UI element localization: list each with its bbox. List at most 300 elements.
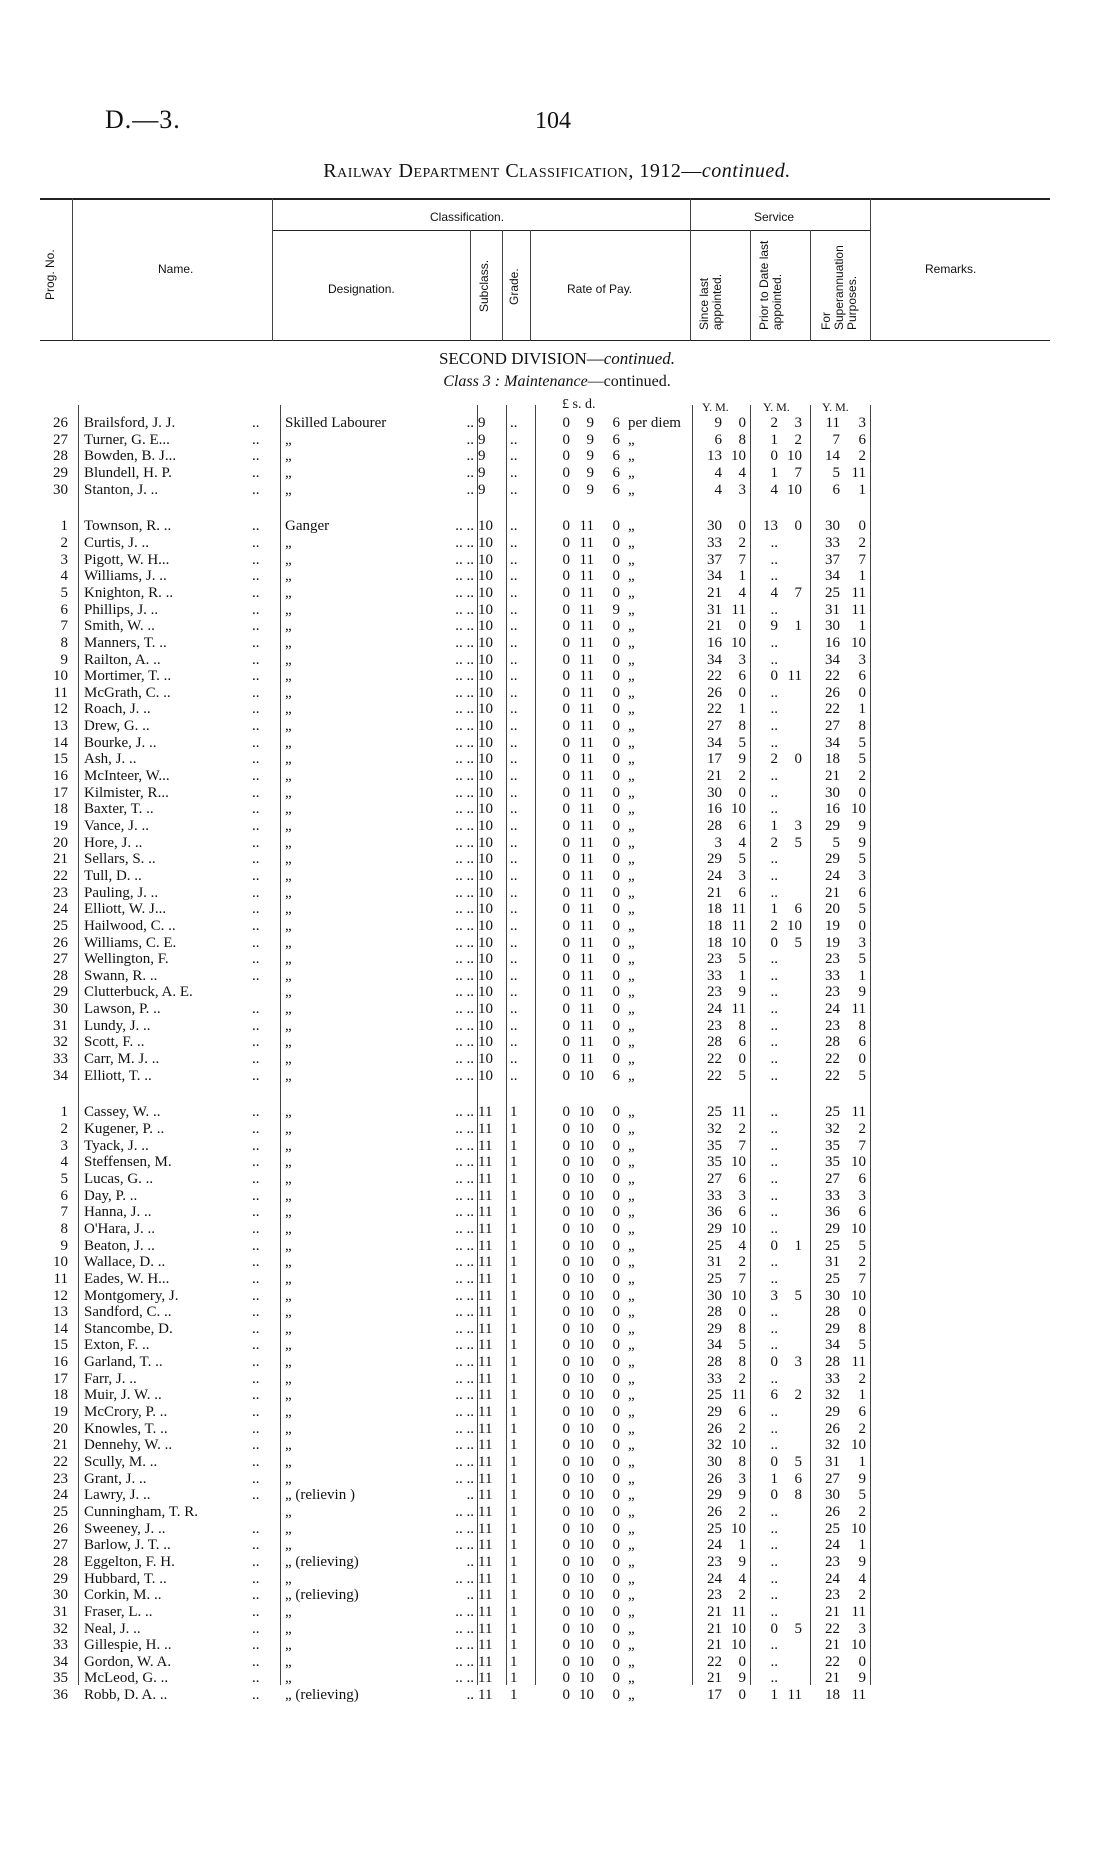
leader-dots: .. [252,1254,260,1271]
since-years-cell: 36 [707,1204,722,1221]
title-year: 1912— [639,160,702,182]
name-cell: Knighton, R. .. [84,584,174,601]
since-months-cell: 2 [738,534,746,551]
grade-cell: 1 [510,1354,518,1371]
designation-cell: „ [285,901,292,918]
name-cell: McLeod, G. .. [84,1670,169,1687]
super-years-cell: 32 [825,1121,840,1137]
pounds-cell: 0 [562,1620,570,1637]
prior-to-date-label: Prior to Date last appointed. [757,240,784,330]
per-cell: „ [628,718,635,734]
since-years-cell: 13 [707,448,722,465]
table-row [0,1687,1114,1704]
subclass-cell: 10 [478,534,493,551]
leader-dots: .. .. [455,568,474,585]
leader-dots: .. [252,584,260,601]
table-row [0,1034,1114,1051]
super-months-cell: 0 [858,1653,866,1670]
since-years-cell: 21 [707,884,722,901]
super-months-cell: 11 [851,1104,866,1121]
leader-dots: .. .. [455,584,474,601]
designation-cell: „ [285,934,292,951]
per-cell: „ [628,568,635,585]
table-row [0,1001,1114,1018]
subclass-cell: 10 [478,834,493,851]
designation-cell: „ [285,448,292,465]
shillings-cell: 10 [579,1553,594,1570]
prog-no-cell: 18 [53,1387,68,1404]
col-head-grade: Grade. [507,268,521,305]
subclass-cell: 11 [478,1137,493,1154]
since-years-cell: 21 [707,1637,722,1654]
col-head-rate: Rate of Pay. [567,282,633,296]
since-years-cell: 31 [707,1254,722,1271]
pounds-cell: 0 [562,1237,570,1254]
leader-dots: .. [252,1603,260,1620]
grade-cell: 1 [510,1454,518,1470]
pence-cell: 0 [612,1034,620,1051]
designation-cell: „ [285,551,292,568]
since-months-cell: 0 [738,1653,746,1670]
prog-no-cell: 7 [60,1204,68,1221]
grade-cell: .. [510,534,518,551]
per-cell: „ [628,967,635,984]
leader-dots: .. .. [455,851,474,868]
pence-cell: 0 [612,1670,620,1687]
title-continued: continued. [701,160,791,182]
grade-cell: .. [510,801,518,818]
super-years-cell: 30 [825,784,840,801]
shillings-cell: 10 [579,1121,594,1137]
subclass-cell: 10 [478,618,493,635]
name-cell: Williams, C. E. [84,934,177,951]
since-months-cell: 2 [738,1587,746,1604]
since-years-cell: 33 [707,967,722,984]
pence-cell: 0 [612,1620,620,1637]
since-years-cell: 4 [714,464,722,481]
super-years-cell: 27 [825,1170,840,1187]
per-cell: „ [628,1354,635,1371]
pounds-cell: 0 [562,1470,570,1487]
prior-years-cell: .. [770,967,778,984]
grade-cell: .. [510,834,518,851]
leader-dots: .. [252,668,260,685]
per-cell: „ [628,481,635,498]
subclass-cell: 10 [478,801,493,818]
class-continued: —continued. [587,373,671,390]
super-months-cell: 9 [858,834,866,851]
grade-cell: .. [510,967,518,984]
pence-cell: 0 [612,1553,620,1570]
super-months-cell: 5 [858,1237,866,1254]
table-row [0,1587,1114,1604]
table-row [0,1138,1114,1155]
subclass-cell: 11 [478,1304,493,1321]
pounds-cell: 0 [562,1520,570,1537]
leader-dots: .. [252,784,260,801]
subclass-cell: 9 [478,464,486,481]
table-row [0,552,1114,569]
prior-years-cell: 0 [770,1487,778,1504]
subclass-cell: 11 [478,1170,493,1187]
prior-years-cell: .. [770,601,778,618]
name-cell: Stancombe, D. [84,1320,173,1337]
pounds-cell: 0 [562,701,570,718]
super-months-cell: 5 [858,851,866,868]
designation-cell: „ [285,834,292,851]
subclass-cell: 11 [478,1553,493,1570]
since-months-cell: 11 [731,1104,746,1121]
super-years-cell: 31 [825,601,840,618]
subclass-cell: 10 [478,851,493,868]
leader-dots: .. .. [455,668,474,685]
per-cell: „ [628,784,635,801]
prior-years-cell: 4 [770,584,778,601]
pounds-cell: 0 [562,1137,570,1154]
prior-years-cell: 3 [770,1287,778,1304]
subclass-cell: 11 [478,1470,493,1487]
leader-dots: .. .. [455,1637,474,1654]
super-years-cell: 21 [825,1603,840,1620]
shillings-cell: 10 [579,1387,594,1404]
header-vline [530,230,531,341]
leader-dots: .. [252,734,260,751]
per-cell: „ [628,751,635,768]
table-row [0,1554,1114,1571]
subclass-cell: 10 [478,668,493,685]
super-months-cell: 11 [851,601,866,618]
grade-cell: 1 [510,1537,518,1554]
per-cell: „ [628,1437,635,1454]
prior-years-cell: 0 [770,1237,778,1254]
prog-no-cell: 11 [53,684,68,701]
prior-years-cell: 1 [770,901,778,918]
prog-no-cell: 30 [53,481,68,498]
prior-years-cell: 2 [770,751,778,768]
since-months-cell: 10 [731,1637,746,1654]
prog-no-cell: 3 [60,1137,68,1154]
table-row [0,1537,1114,1554]
super-months-cell: 8 [858,718,866,734]
name-cell: Cunningham, T. R. [84,1503,199,1520]
pounds-cell: 0 [562,1034,570,1051]
shillings-cell: 10 [579,1437,594,1454]
since-years-cell: 21 [707,618,722,635]
prog-no-cell: 21 [53,851,68,868]
shillings-cell: 11 [579,1051,594,1067]
super-years-cell: 19 [825,917,840,934]
per-cell: „ [628,1017,635,1034]
leader-dots: .. [252,1487,260,1504]
leader-dots: .. [252,464,260,481]
pence-cell: 9 [612,601,620,618]
leader-dots: .. .. [455,1420,474,1437]
super-years-cell: 33 [825,1187,840,1204]
name-cell: Lucas, G. .. [84,1170,154,1187]
grade-cell: 1 [510,1470,518,1487]
pounds-cell: 0 [562,951,570,968]
since-months-cell: 1 [738,701,746,718]
designation-cell: „ [285,784,292,801]
table-row [0,1104,1114,1121]
subclass-cell: 10 [478,718,493,734]
super-months-cell: 6 [858,431,866,448]
table-row [0,518,1114,535]
table-row [0,1171,1114,1188]
super-months-cell: 6 [858,1404,866,1420]
name-cell: McGrath, C. .. [84,684,171,701]
pence-cell: 0 [612,684,620,701]
super-months-cell: 1 [858,481,866,498]
pounds-cell: 0 [562,1503,570,1520]
pence-cell: 0 [612,1320,620,1337]
col-head-superannuation [820,232,859,330]
super-years-cell: 26 [825,1503,840,1520]
table-row [0,818,1114,835]
leader-dots: .. [466,1553,474,1570]
designation-cell: „ [285,1270,292,1287]
prog-no-cell: 12 [53,1287,68,1304]
grade-cell: 1 [510,1121,518,1137]
prior-years-cell: .. [770,1637,778,1654]
since-months-cell: 8 [738,1454,746,1470]
shillings-cell: 10 [579,1637,594,1654]
leader-dots: .. [252,1187,260,1204]
subclass-cell: 11 [478,1520,493,1537]
prog-no-cell: 12 [53,701,68,718]
since-months-cell: 8 [738,1354,746,1371]
shillings-cell: 11 [579,818,594,834]
pounds-cell: 0 [562,568,570,585]
per-cell: „ [628,1337,635,1354]
pounds-cell: 0 [562,1420,570,1437]
since-years-cell: 37 [707,551,722,568]
super-years-cell: 33 [825,534,840,551]
prog-no-cell: 26 [53,934,68,951]
designation-cell: „ [285,1067,292,1084]
table-row [0,1204,1114,1221]
grade-cell: .. [510,464,518,481]
super-months-cell: 0 [858,518,866,535]
leader-dots: .. [252,1370,260,1387]
leader-dots: .. [252,481,260,498]
since-years-cell: 35 [707,1137,722,1154]
prior-years-cell: 4 [770,481,778,498]
per-cell: „ [628,1320,635,1337]
name-cell: Cassey, W. .. [84,1104,161,1121]
designation-cell: „ [285,1670,292,1687]
super-months-cell: 10 [851,1637,866,1654]
since-years-cell: 21 [707,584,722,601]
shillings-cell: 10 [579,1104,594,1121]
leader-dots: .. .. [455,734,474,751]
prog-no-cell: 24 [53,1487,68,1504]
prior-years-cell: .. [770,1154,778,1171]
designation-cell: „ [285,1520,292,1537]
since-months-cell: 6 [738,884,746,901]
pounds-cell: 0 [562,1001,570,1018]
prog-no-cell: 32 [53,1034,68,1051]
grade-cell: 1 [510,1237,518,1254]
super-months-cell: 1 [858,967,866,984]
super-years-cell: 29 [825,1320,840,1337]
prog-no-cell: 31 [53,1603,68,1620]
subclass-cell: 10 [478,901,493,918]
prior-units: Y. M. [763,400,790,414]
grade-cell: 1 [510,1337,518,1354]
since-years-cell: 29 [707,1487,722,1504]
subclass-cell: 11 [478,1370,493,1387]
super-years-cell: 30 [825,518,840,535]
subclass-cell: 10 [478,734,493,751]
super-months-cell: 1 [858,1387,866,1404]
super-months-cell: 0 [858,684,866,701]
since-months-cell: 11 [731,1001,746,1018]
table-row [0,1637,1114,1654]
grade-cell: 1 [510,1254,518,1271]
pence-cell: 0 [612,1487,620,1504]
super-months-cell: 1 [858,1537,866,1554]
table-row [0,685,1114,702]
designation-cell: „ [285,1387,292,1404]
prior-years-cell: .. [770,867,778,884]
table-row [0,1018,1114,1035]
since-months-cell: 4 [738,1237,746,1254]
subclass-cell: 11 [478,1121,493,1137]
since-months-cell: 2 [738,768,746,784]
leader-dots: .. [252,801,260,818]
subclass-cell: 10 [478,1034,493,1051]
name-cell: Scully, M. .. [84,1454,158,1470]
table-row [0,635,1114,652]
since-years-cell: 34 [707,568,722,585]
super-years-cell: 31 [825,1254,840,1271]
designation-cell: „ [285,1154,292,1171]
name-cell: Pigott, W. H... [84,551,170,568]
prior-months-cell: 3 [794,1354,802,1371]
super-years-cell: 33 [825,967,840,984]
prior-years-cell: 1 [770,1687,778,1704]
super-years-cell: 28 [825,1354,840,1371]
table-row [0,885,1114,902]
leader-dots: .. .. [455,1304,474,1321]
table-row [0,1670,1114,1687]
leader-dots: .. [252,1204,260,1221]
super-years-cell: 30 [825,618,840,635]
table-row [0,918,1114,935]
designation-cell: „ [285,1420,292,1437]
subclass-cell: 11 [478,1420,493,1437]
super-months-cell: 3 [858,415,866,431]
shillings-cell: 10 [579,1570,594,1587]
table-row [0,901,1114,918]
super-years-cell: 20 [825,901,840,918]
super-months-cell: 1 [858,701,866,718]
designation-cell: „ [285,801,292,818]
per-cell: „ [628,1170,635,1187]
subclass-cell: 11 [478,1187,493,1204]
subclass-cell: 11 [478,1320,493,1337]
superannuation-label: For Superannuation Purposes. [819,245,859,330]
subclass-cell: 9 [478,448,486,465]
table-row [0,448,1114,465]
shillings-cell: 10 [579,1503,594,1520]
pence-cell: 0 [612,1051,620,1067]
subclass-cell: 10 [478,1051,493,1067]
subclass-cell: 11 [478,1587,493,1604]
designation-cell: „ [285,1570,292,1587]
table-row [0,701,1114,718]
since-months-cell: 11 [731,1387,746,1404]
designation-cell: Ganger [285,518,330,535]
table-row [0,415,1114,432]
prog-no-cell: 1 [60,518,68,535]
grade-cell: .. [510,551,518,568]
per-cell: „ [628,1387,635,1404]
leader-dots: .. [252,1553,260,1570]
leader-dots: .. [252,1637,260,1654]
col-head-designation: Designation. [328,282,395,296]
prior-months-cell: 5 [794,1454,802,1470]
shillings-cell: 11 [579,634,594,651]
prog-no-cell: 8 [60,1220,68,1237]
leader-dots: .. [252,1687,260,1704]
since-years-cell: 25 [707,1387,722,1404]
prog-no-cell: 13 [53,718,68,734]
shillings-cell: 10 [579,1337,594,1354]
leader-dots: .. [252,867,260,884]
super-years-cell: 19 [825,934,840,951]
pence-cell: 0 [612,1520,620,1537]
per-cell: „ [628,1553,635,1570]
since-months-cell: 5 [738,734,746,751]
shillings-cell: 10 [579,1587,594,1604]
pence-cell: 0 [612,867,620,884]
pounds-cell: 0 [562,1387,570,1404]
since-months-cell: 11 [731,901,746,918]
prior-years-cell: 6 [770,1387,778,1404]
leader-dots: .. [252,1520,260,1537]
per-cell: „ [628,1687,635,1704]
subclass-cell: 11 [478,1603,493,1620]
per-cell: „ [628,834,635,851]
per-cell: „ [628,1121,635,1137]
prog-no-cell: 14 [53,1320,68,1337]
since-months-cell: 1 [738,967,746,984]
subclass-cell: 10 [478,634,493,651]
since-months-cell: 0 [738,618,746,635]
super-months-cell: 9 [858,984,866,1001]
table-row [0,1621,1114,1638]
designation-cell: „ [285,1503,292,1520]
shillings-cell: 9 [586,481,594,498]
subclass-cell: 10 [478,1067,493,1084]
subclass-cell: 10 [478,1001,493,1018]
since-months-cell: 3 [738,867,746,884]
subclass-cell: 11 [478,1637,493,1654]
prior-months-cell: 1 [794,618,802,635]
since-years-cell: 25 [707,1520,722,1537]
since-months-cell: 10 [731,1620,746,1637]
table-row [0,585,1114,602]
prior-years-cell: .. [770,1520,778,1537]
leader-dots: .. .. [455,1470,474,1487]
shillings-cell: 11 [579,984,594,1001]
super-years-cell: 30 [825,1487,840,1504]
leader-dots: .. [252,967,260,984]
since-years-cell: 27 [707,1170,722,1187]
shillings-cell: 11 [579,834,594,851]
